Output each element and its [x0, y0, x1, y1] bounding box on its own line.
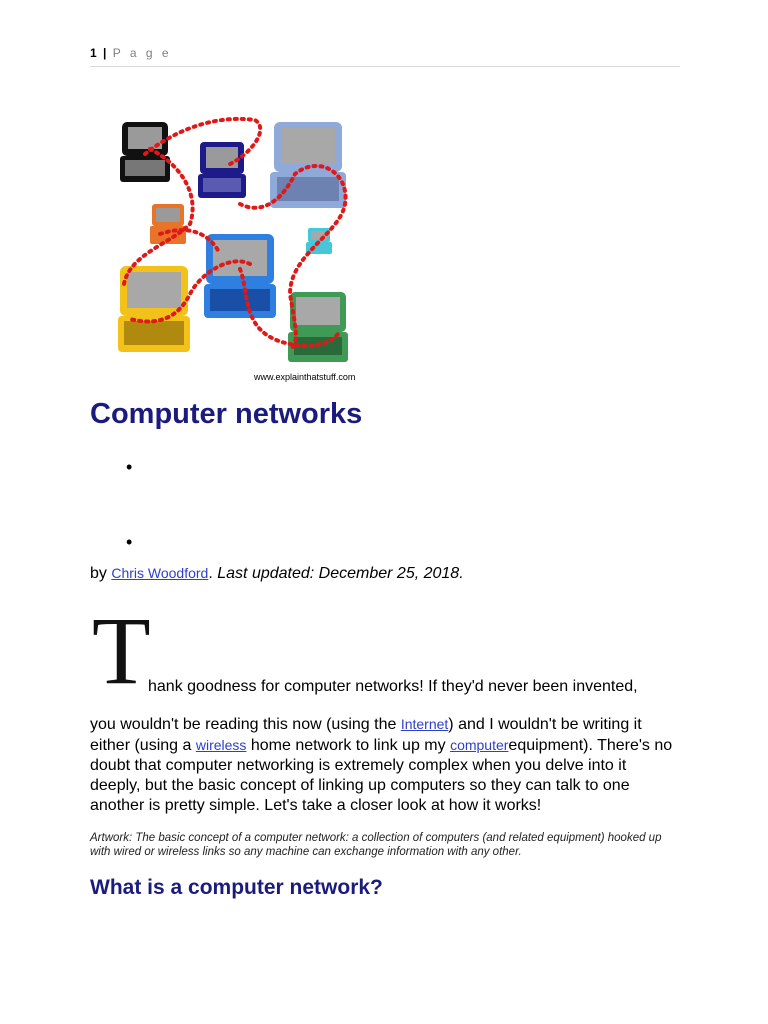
page-label: P a g e: [112, 46, 172, 60]
laptop-blue-icon: [204, 234, 276, 318]
internet-link[interactable]: Internet: [400, 716, 449, 732]
last-updated: Last updated: December 25, 2018.: [217, 565, 464, 582]
section-heading: What is a computer network?: [90, 876, 383, 899]
computer-link[interactable]: computer: [450, 737, 509, 753]
article-title: Computer networks: [90, 398, 363, 430]
intro-paragraph: you wouldn't be reading this now (using the Internet) and I wouldn't be writing it either (using a wireless home network to link up my computerequipment). There's no doubt that computer networking is extremely complex when you delve into it deeply, but the basic concept of linking up computers so they can talk to one another is pretty simple. Let's take a closer look at how it works!: [90, 716, 673, 814]
artwork-caption: Artwork: The basic concept of a computer network: a collection of computers (and related equipment) hooked up with wired or wireless links so any machine can exchange information with any other.: [90, 832, 662, 858]
artwork-credit: www.explainthatstuff.com: [254, 372, 356, 382]
byline-prefix: by: [90, 565, 112, 582]
network-artwork: [90, 94, 372, 384]
page-header: [90, 46, 680, 67]
laptop-navy-icon: [198, 142, 246, 198]
bullet-1: •: [126, 457, 133, 477]
drop-cap: T: [92, 597, 151, 704]
wireless-link[interactable]: wireless: [195, 737, 247, 753]
page-separator: |: [103, 46, 107, 60]
page-number: 1: [90, 46, 98, 60]
byline: by Chris Woodford. Last updated: December 25, 2018.: [90, 565, 464, 582]
intro-first-line: hank goodness for computer networks! If they'd never been invented,: [148, 678, 638, 695]
author-link[interactable]: Chris Woodford: [111, 565, 209, 581]
bullet-2: •: [126, 532, 133, 552]
